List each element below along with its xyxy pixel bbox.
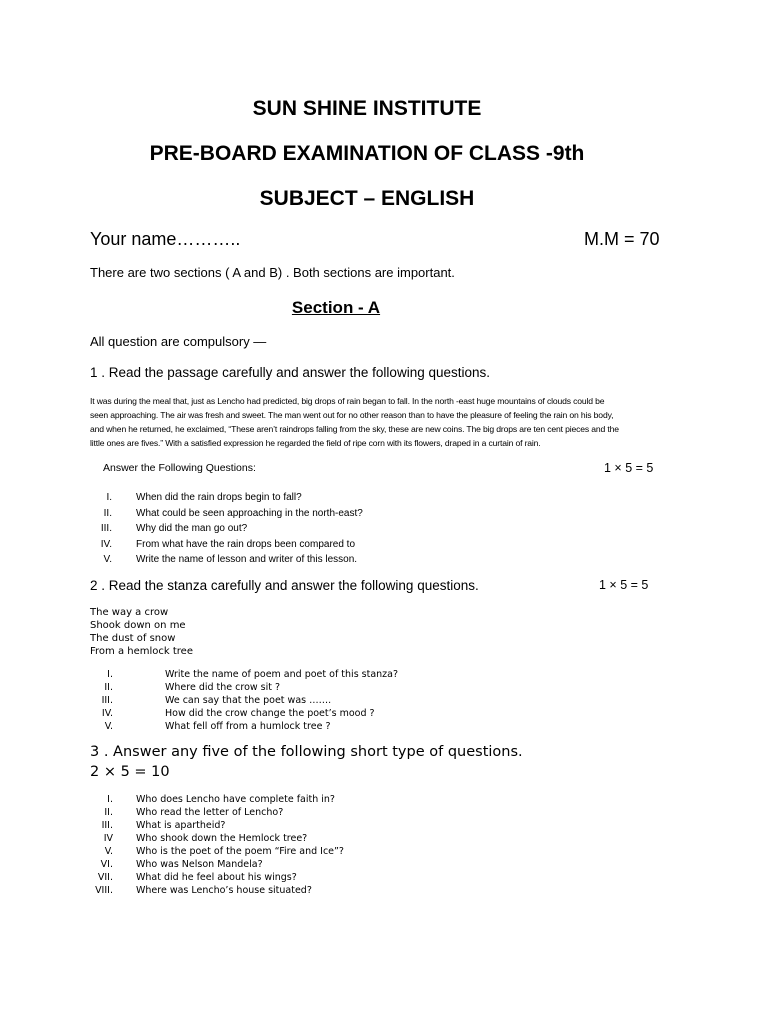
stanza-line: The dust of snow [90, 633, 176, 644]
intro-text: There are two sections ( A and B) . Both sections are important. [90, 265, 455, 280]
list-number: III. [101, 820, 113, 831]
list-item [90, 521, 363, 537]
q2-prompt: 2 . Read the stanza carefully and answer the following questions. [90, 578, 479, 593]
q1-passage [90, 394, 619, 450]
list-number: VII. [97, 872, 113, 883]
list-number: II. [104, 807, 113, 818]
list-item [90, 707, 398, 720]
list-text: Where was Lencho’s house situated? [136, 885, 312, 896]
list-item [90, 552, 363, 568]
q1-prompt: 1 . Read the passage carefully and answer the following questions. [90, 365, 490, 380]
stanza-line: The way a crow [90, 607, 169, 618]
list-number: III. [100, 523, 112, 534]
list-text: Write the name of lesson and writer of this lesson. [136, 554, 358, 565]
list-text: Who is the poet of the poem “Fire and Ice”? [136, 846, 344, 857]
q3-question-list [90, 793, 344, 897]
list-item [90, 694, 398, 707]
q1-question-list [90, 490, 363, 568]
list-number: I. [107, 794, 113, 805]
q1-sub-label: Answer the Following Questions: [103, 462, 256, 474]
list-number: IV. [100, 538, 112, 550]
list-text: Who shook down the Hemlock tree? [136, 833, 308, 844]
subject-title: SUBJECT – ENGLISH [259, 187, 475, 210]
list-text: How did the crow change the poet’s mood ? [165, 708, 375, 719]
list-number: II. [103, 507, 112, 519]
list-item [90, 490, 363, 506]
list-item [90, 681, 398, 694]
list-item [90, 819, 344, 832]
exam-title: PRE-BOARD EXAMINATION OF CLASS -9th [149, 142, 585, 165]
list-number: V. [104, 721, 113, 732]
list-item [90, 668, 398, 681]
list-text: We can say that the poet was ……. [165, 695, 332, 706]
q3-prompt: 3 . Answer any five of the following short type of questions. [90, 744, 523, 760]
list-text: What did he feel about his wings? [136, 872, 297, 883]
list-number: I. [106, 492, 112, 503]
stanza-line: Shook down on me [90, 620, 186, 631]
list-text: Who read the letter of Lencho? [136, 807, 284, 818]
section-a-heading: Section - A [291, 298, 381, 317]
q2-stanza [90, 606, 193, 658]
list-number: VIII. [95, 885, 113, 896]
list-text: Where did the crow sit ? [165, 682, 281, 693]
list-text: From what have the rain drops been compared to [136, 538, 356, 550]
institute-title: SUN SHINE INSTITUTE [252, 97, 482, 120]
list-text: Why did the man go out? [136, 523, 248, 534]
list-item [90, 537, 363, 553]
list-text: When did the rain drops begin to fall? [136, 492, 302, 503]
list-number: IV [103, 833, 113, 844]
q2-marks: 1 × 5 = 5 [599, 578, 649, 592]
list-number: V. [103, 554, 112, 565]
list-number: V. [104, 846, 113, 857]
passage-line: and when he returned, he exclaimed, “These aren’t raindrops falling from the sky, these are new coins. The big drops are ten cent pieces and the [90, 424, 619, 434]
list-number: II. [104, 682, 113, 693]
list-number: III. [101, 695, 113, 706]
list-item [90, 871, 344, 884]
section-instruction: All question are compulsory — [90, 334, 267, 349]
list-text: What is apartheid? [136, 820, 226, 831]
max-marks: M.M = 70 [584, 229, 660, 249]
passage-line: It was during the meal that, just as Lencho had predicted, big drops of rain began to fall. In the north -east huge mountains of clouds could be [90, 396, 605, 406]
list-item [90, 720, 398, 733]
list-item [90, 884, 344, 897]
list-text: Who does Lencho have complete faith in? [136, 794, 335, 805]
list-number: IV. [101, 708, 113, 719]
list-item [90, 858, 344, 871]
list-item [90, 832, 344, 845]
list-text: Who was Nelson Mandela? [136, 859, 263, 870]
list-text: What could be seen approaching in the north-east? [136, 507, 363, 519]
q2-question-list [90, 668, 398, 733]
passage-line: little ones are fives.” With a satisfied expression he regarded the field of ripe corn with its flowers, draped in a curtain of rain. [90, 438, 541, 448]
list-text: Write the name of poem and poet of this stanza? [165, 669, 399, 680]
list-item [90, 845, 344, 858]
list-item [90, 506, 363, 522]
list-number: VI. [100, 859, 113, 870]
list-text: What fell off from a humlock tree ? [165, 721, 331, 732]
list-item [90, 806, 344, 819]
passage-line: seen approaching. The air was fresh and sweet. The man went out for no other reason than to have the pleasure of feeling the rain on his body, [90, 410, 614, 420]
list-number: I. [107, 669, 113, 680]
q3-marks: 2 × 5 = 10 [90, 764, 170, 780]
name-label: Your name……….. [90, 229, 241, 249]
stanza-line: From a hemlock tree [90, 646, 193, 657]
q1-marks: 1 × 5 = 5 [604, 461, 654, 475]
list-item [90, 793, 344, 806]
